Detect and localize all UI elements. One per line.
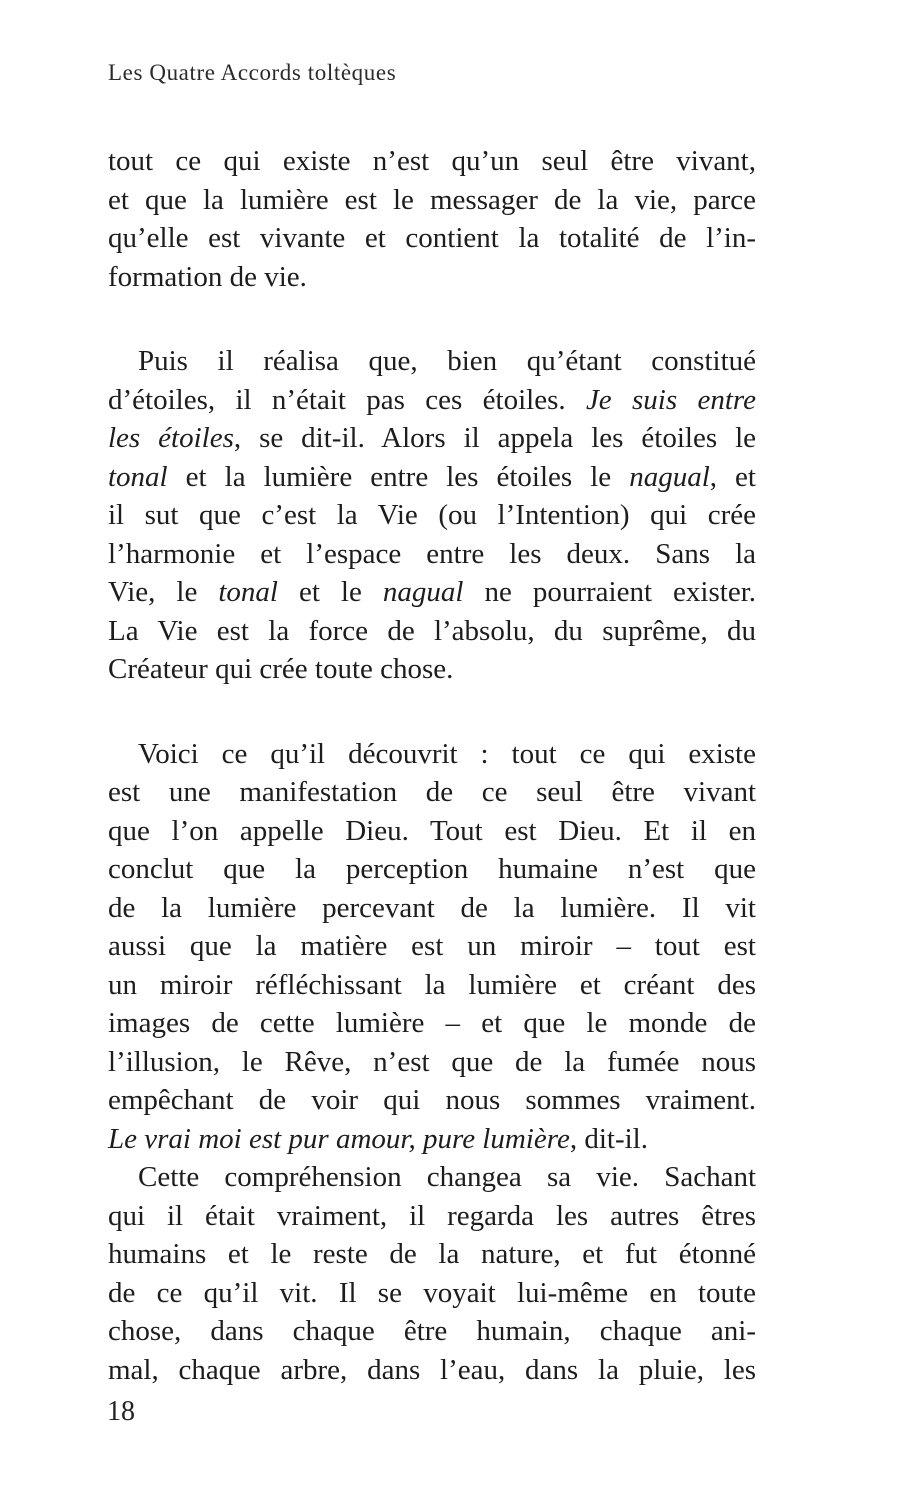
text-segment: qu’elle est vivante et contient la totalité de l’in- <box>108 222 756 254</box>
text-segment: mal, chaque arbre, dans l’eau, dans la pluie, les <box>108 1353 756 1386</box>
text-segment: Créateur qui crée toute chose. <box>108 653 454 685</box>
text-line <box>108 1043 756 1082</box>
text-segment: et le <box>277 576 383 608</box>
text-segment: il sut que c’est la Vie (ou l’Intention) qui crée <box>108 499 756 531</box>
text-segment: , se dit-il. Alors il appela les étoiles le <box>233 422 757 454</box>
text-segment: images de cette lumière – et que le monde de <box>108 1007 756 1039</box>
text-segment: Puis il réalisa que, bien qu’étant constitué <box>138 345 756 377</box>
text-segment: de la lumière percevant de la lumière. Il vit <box>108 891 756 924</box>
text-line <box>108 927 756 966</box>
text-line <box>108 1120 756 1159</box>
text-line <box>108 650 756 689</box>
text-line <box>108 535 756 574</box>
page-number: 18 <box>107 1396 135 1427</box>
text-segment: est une manifestation de ce seul être vivant <box>108 776 756 808</box>
text-segment: d’étoiles, il n’était pas ces étoiles. <box>108 383 586 416</box>
text-line <box>108 1235 756 1274</box>
italic-text-segment: tonal <box>108 460 168 493</box>
text-segment: empêchant de voir qui nous sommes vraiment. <box>108 1084 756 1116</box>
body-text <box>108 142 756 1389</box>
italic-text-segment: Le vrai moi est pur amour, pure lumière <box>108 1122 570 1155</box>
text-segment: Voici ce qu’il découvrit : tout ce qui existe <box>138 737 756 770</box>
text-segment: l’illusion, le Rêve, n’est que de la fumée nous <box>108 1045 756 1078</box>
text-line <box>108 850 756 889</box>
text-segment: La Vie est la force de l’absolu, du suprême, du <box>108 614 756 647</box>
text-segment: formation de vie. <box>108 260 307 293</box>
running-header: Les Quatre Accords toltèques <box>108 60 397 85</box>
text-line <box>108 889 756 928</box>
text-segment: de ce qu’il vit. Il se voyait lui-même en toute <box>108 1276 756 1309</box>
text-segment: l’harmonie et l’espace entre les deux. Sans la <box>108 537 756 570</box>
paragraph <box>108 735 756 1159</box>
text-segment: , et <box>709 460 756 493</box>
text-line <box>108 419 756 458</box>
text-segment: , dit-il. <box>569 1122 648 1155</box>
paragraph <box>108 1158 756 1389</box>
text-line <box>108 1197 756 1236</box>
text-line <box>108 142 756 181</box>
text-line <box>108 573 756 612</box>
italic-text-segment: Je suis entre <box>585 383 756 416</box>
text-line <box>108 773 756 812</box>
text-segment: tout ce qui existe n’est qu’un seul être vivant, <box>108 145 756 177</box>
italic-text-segment: nagual <box>629 460 710 493</box>
italic-text-segment: nagual <box>382 576 464 608</box>
text-segment: que l’on appelle Dieu. Tout est Dieu. Et il en <box>108 814 756 847</box>
text-line <box>108 258 756 297</box>
text-segment: aussi que la matière est un miroir – tout est <box>108 930 756 962</box>
text-segment: Vie, le <box>108 576 219 608</box>
text-line <box>108 219 756 258</box>
text-line <box>108 342 756 381</box>
text-line <box>108 1158 756 1197</box>
text-segment: un miroir réfléchissant la lumière et créant des <box>108 968 756 1001</box>
text-line <box>108 1004 756 1043</box>
text-segment: humains et le reste de la nature, et fut étonné <box>108 1238 756 1270</box>
text-line <box>108 812 756 851</box>
text-line <box>108 381 756 420</box>
italic-text-segment: tonal <box>218 576 278 608</box>
text-segment: et que la lumière est le messager de la vie, parce <box>108 183 756 216</box>
text-line <box>108 1312 756 1351</box>
text-line <box>108 966 756 1005</box>
paragraph <box>108 342 756 689</box>
italic-text-segment: les étoiles <box>108 422 234 454</box>
text-line <box>108 735 756 774</box>
text-line <box>108 1081 756 1120</box>
text-line <box>108 612 756 651</box>
text-segment: ne pourraient exister. <box>463 576 756 608</box>
text-segment: qui il était vraiment, il regarda les autres êtres <box>108 1199 756 1232</box>
text-segment: Cette compréhension changea sa vie. Sachant <box>138 1161 756 1193</box>
text-line <box>108 181 756 220</box>
text-line <box>108 1274 756 1313</box>
paragraph <box>108 142 756 296</box>
text-segment: et la lumière entre les étoiles le <box>167 460 630 493</box>
text-line <box>108 496 756 535</box>
text-line <box>108 458 756 497</box>
text-segment: chose, dans chaque être humain, chaque ani- <box>108 1315 756 1347</box>
text-segment: conclut que la perception humaine n’est que <box>108 853 756 885</box>
text-line <box>108 1351 756 1390</box>
